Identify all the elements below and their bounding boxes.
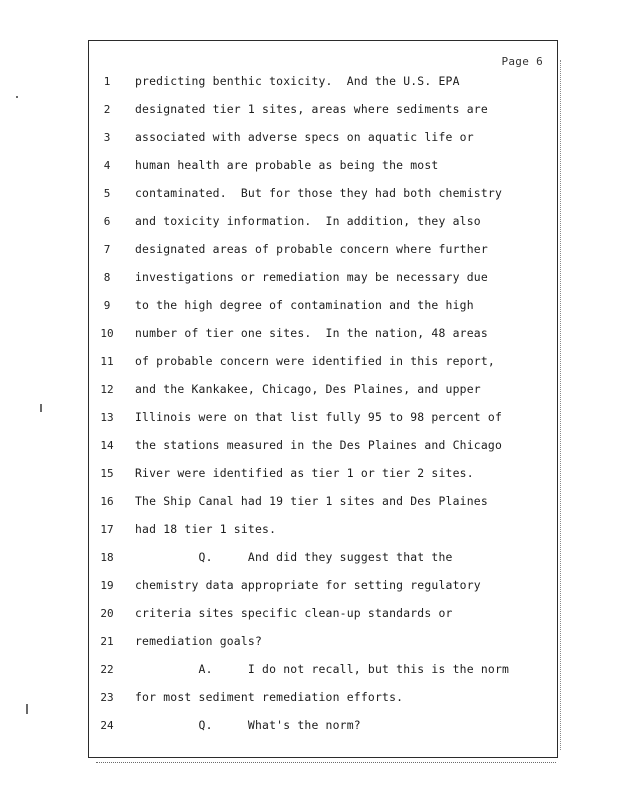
line-number: 15 <box>100 466 114 480</box>
line-number: 5 <box>103 186 111 200</box>
line-number: 4 <box>103 158 111 172</box>
scan-artifact-right <box>560 60 562 750</box>
line-number: 1 <box>103 74 111 88</box>
line-number: 18 <box>100 550 114 564</box>
transcript-page <box>88 40 558 758</box>
line-number: 9 <box>103 298 111 312</box>
transcript-line <box>89 659 557 679</box>
transcript-line <box>89 183 557 203</box>
line-number: 17 <box>100 522 114 536</box>
transcript-line <box>89 687 557 707</box>
line-text: River were identified as tier 1 or tier 2 sites. <box>135 466 474 480</box>
scan-speck <box>40 404 42 412</box>
line-number: 6 <box>103 214 111 228</box>
scan-speck <box>26 704 28 714</box>
line-text: predicting benthic toxicity. And the U.S. EPA <box>135 74 460 88</box>
line-text: remediation goals? <box>135 634 263 648</box>
line-text: A. I do not recall, but this is the norm <box>135 662 510 676</box>
line-number: 20 <box>100 606 114 620</box>
line-number: 19 <box>100 578 114 592</box>
transcript-line <box>89 351 557 371</box>
transcript-line <box>89 547 557 567</box>
transcript-line <box>89 127 557 147</box>
line-number: 2 <box>103 102 111 116</box>
line-text: contaminated. But for those they had both chemistry <box>135 186 503 200</box>
line-text: Illinois were on that list fully 95 to 98 percent of <box>135 410 503 424</box>
line-text: investigations or remediation may be necessary due <box>135 270 488 284</box>
line-text: chemistry data appropriate for setting regulatory <box>135 578 481 592</box>
line-number: 23 <box>100 690 114 704</box>
line-number: 3 <box>103 130 111 144</box>
line-text: and toxicity information. In addition, they also <box>135 214 481 228</box>
line-number: 14 <box>100 438 114 452</box>
line-text: criteria sites specific clean-up standards or <box>135 606 453 620</box>
line-text: and the Kankakee, Chicago, Des Plaines, and upper <box>135 382 481 396</box>
line-text: for most sediment remediation efforts. <box>135 690 404 704</box>
line-text: Q. What's the norm? <box>135 718 361 732</box>
line-number: 21 <box>100 634 114 648</box>
line-number: 12 <box>100 382 114 396</box>
line-number: 16 <box>100 494 114 508</box>
transcript-line <box>89 323 557 343</box>
scan-speck <box>16 96 18 98</box>
transcript-line <box>89 435 557 455</box>
transcript-line <box>89 379 557 399</box>
line-text: number of tier one sites. In the nation, 48 areas <box>135 326 488 340</box>
line-text: to the high degree of contamination and the high <box>135 298 474 312</box>
line-number: 11 <box>100 354 114 368</box>
page-number: Page 6 <box>501 55 543 68</box>
line-text: the stations measured in the Des Plaines and Chicago <box>135 438 503 452</box>
transcript-line <box>89 519 557 539</box>
line-text: designated tier 1 sites, areas where sediments are <box>135 102 488 116</box>
transcript-line <box>89 463 557 483</box>
transcript-line <box>89 603 557 623</box>
transcript-line <box>89 71 557 91</box>
transcript-line <box>89 407 557 427</box>
line-text: human health are probable as being the most <box>135 158 439 172</box>
transcript-line <box>89 491 557 511</box>
line-number: 7 <box>103 242 111 256</box>
line-number: 10 <box>100 326 114 340</box>
transcript-line <box>89 715 557 735</box>
line-text: had 18 tier 1 sites. <box>135 522 277 536</box>
line-text: associated with adverse specs on aquatic life or <box>135 130 474 144</box>
line-text: The Ship Canal had 19 tier 1 sites and Des Plaines <box>135 494 488 508</box>
transcript-line <box>89 631 557 651</box>
scan-artifact-bottom <box>96 762 556 764</box>
transcript-line <box>89 239 557 259</box>
transcript-line <box>89 575 557 595</box>
line-text: of probable concern were identified in this report, <box>135 354 495 368</box>
transcript-line <box>89 155 557 175</box>
line-number: 22 <box>100 662 114 676</box>
transcript-line <box>89 99 557 119</box>
line-text: designated areas of probable concern where further <box>135 242 488 256</box>
transcript-line <box>89 267 557 287</box>
transcript-line <box>89 211 557 231</box>
transcript-line <box>89 295 557 315</box>
line-number: 24 <box>100 718 114 732</box>
line-number: 8 <box>103 270 111 284</box>
line-text: Q. And did they suggest that the <box>135 550 453 564</box>
line-number: 13 <box>100 410 114 424</box>
